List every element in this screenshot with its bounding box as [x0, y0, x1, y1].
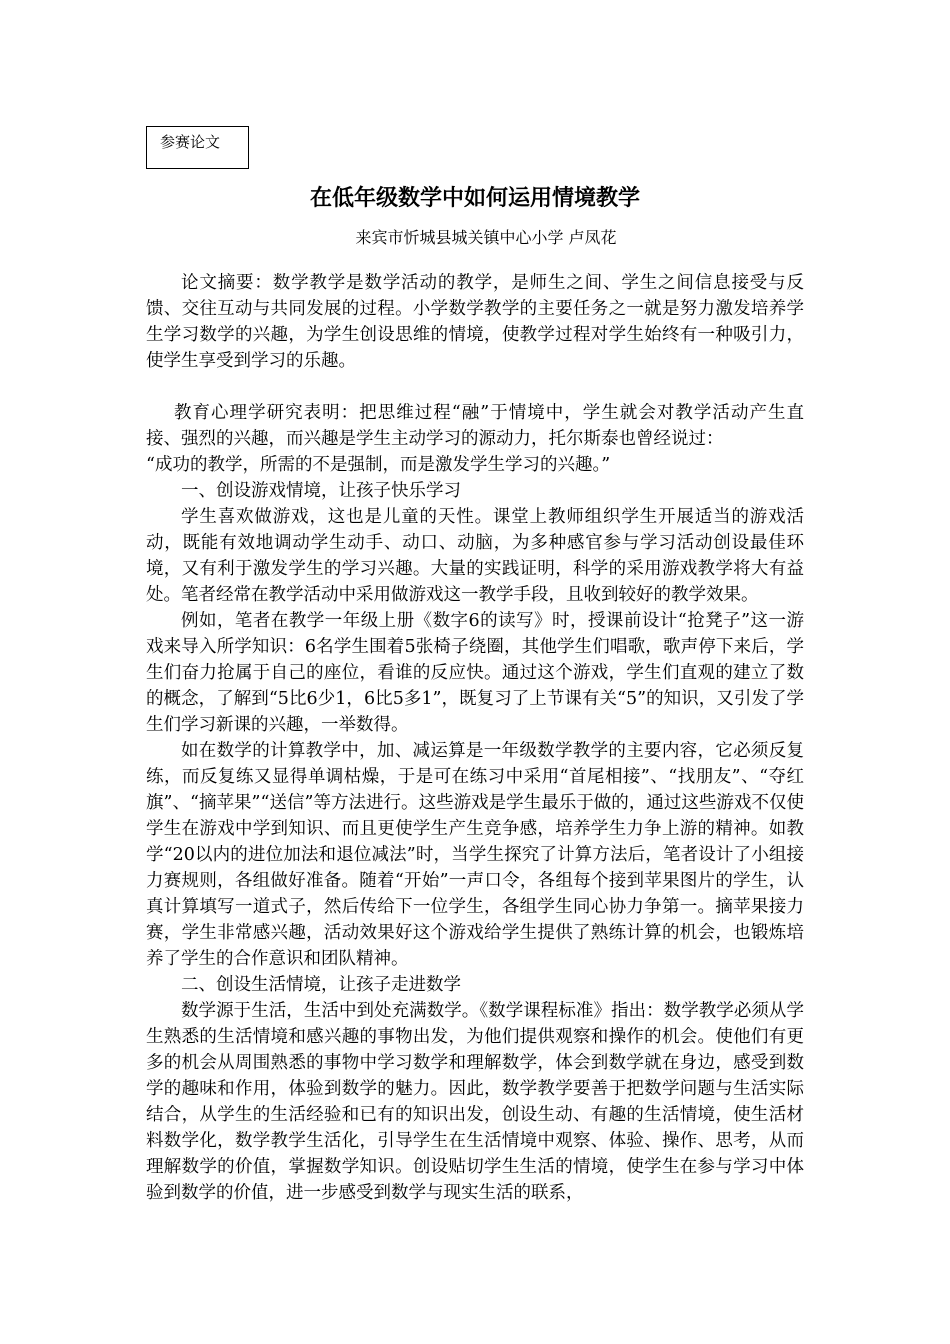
intro-paragraph: 教育心理学研究表明：把思维过程“融”于情境中，学生就会对教学活动产生直接、强烈的兴趣，而兴趣是学生主动学习的源动力，托尔斯泰也曾经说过：: [146, 403, 804, 449]
paper-title: 在低年级数学中如何运用情境教学: [309, 185, 640, 211]
contest-paper-tag-text: 参赛论文: [160, 133, 221, 151]
body-paragraph: 如在数学的计算教学中，加、减运算是一年级数学教学的主要内容，它必须反复练，而反复练又显得单调枯燥，于是可在练习中采用“首尾相接”、“找朋友”、“夺红旗”、“摘苹果”“送信”等方法进行。这些游戏是学生最乐于做的，通过这些游戏不仅使学生在游戏中学到知识、而且更使学生产生竞争感，培养学生力争上游的精神。如教学“20以内的进位加法和退位减法”时，当学生探究了计算方法后，笔者设计了小组接力赛规则，各组做好准备。随着“开始”一声口令，各组每个接到苹果图片的学生，认真计算填写一道式子，然后传给下一位学生，各组学生同心协力争第一。摘苹果接力赛，学生非常感兴趣，活动效果好这个游戏给学生提供了熟练计算的机会，也锻炼培养了学生的合作意识和团队精神。: [146, 741, 804, 969]
paragraph-gap: [146, 374, 804, 400]
section-heading-1: 一、创设游戏情境，让孩子快乐学习: [181, 481, 461, 501]
section-heading-2: 二、创设生活情境，让孩子走进数学: [181, 975, 461, 995]
contest-paper-tag: [146, 126, 249, 169]
paper-body: [146, 270, 804, 1206]
body-paragraph: 数学源于生活，生活中到处充满数学。《数学课程标准》指出：数学教学必须从学生熟悉的生活情境和感兴趣的事物出发，为他们提供观察和操作的机会。使他们有更多的机会从周围熟悉的事物中学习数学和理解数学，体会到数学就在身边，感受到数学的趣味和作用，体验到数学的魅力。因此，数学教学要善于把数学问题与生活实际结合，从学生的生活经验和已有的知识出发，创设生动、有趣的生活情境，使生活材料数学化，数学教学生活化，引导学生在生活情境中观察、体验、操作、思考，从而理解数学的价值，掌握数学知识。创设贴切学生生活的情境，使学生在参与学习中体验到数学的价值，进一步感受到数学与现实生活的联系，: [146, 1001, 804, 1203]
tolstoy-quote: “成功的教学，所需的不是强制，而是激发学生学习的兴趣。”: [146, 455, 611, 475]
body-paragraph: 例如，笔者在教学一年级上册《数字6的读写》时，授课前设计“抢凳子”这一游戏来导入所学知识：6名学生围着5张椅子绕圈，其他学生们唱歌，歌声停下来后，学生们奋力抢属于自己的座位，看谁的反应快。通过这个游戏，学生们直观的建立了数的概念，了解到“5比6少1，6比5多1”，既复习了上节课有关“5”的知识，又引发了学生们学习新课的兴趣，一举数得。: [146, 611, 804, 735]
body-paragraph: 学生喜欢做游戏，这也是儿童的天性。课堂上教师组织学生开展适当的游戏活动，既能有效地调动学生动手、动口、动脑，为多种感官参与学习活动创设最佳环境，又有利于激发学生的学习兴趣。大量的实践证明，科学的采用游戏教学将大有益处。笔者经常在教学活动中采用做游戏这一教学手段，且收到较好的教学效果。: [146, 507, 804, 605]
author-line: 来宾市忻城县城关镇中心小学 卢凤花: [355, 228, 617, 247]
abstract-paragraph: 论文摘要：数学教学是数学活动的教学，是师生之间、学生之间信息接受与反馈、交往互动与共同发展的过程。小学数学教学的主要任务之一就是努力激发培养学生学习数学的兴趣，为学生创设思维的情境，使教学过程对学生始终有一种吸引力，使学生享受到学习的乐趣。: [146, 273, 804, 371]
